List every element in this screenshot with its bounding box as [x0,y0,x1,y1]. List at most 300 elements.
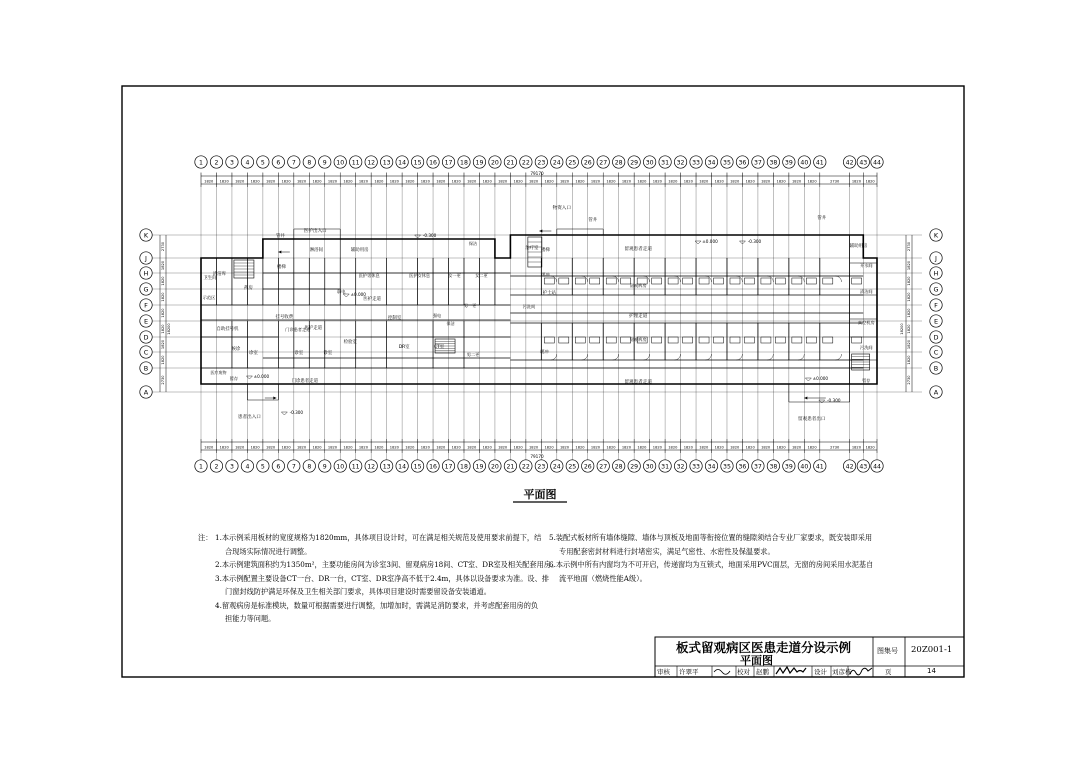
bay-dimension: 1820 [851,445,862,450]
door-swing [613,354,619,360]
room-label: 弱电 [337,289,346,294]
note-line: 3.本示例配置主要设备CT一台、DR一台，CT室、DR室净高不低于2.4m，具体以设备要求为准。设、排 [215,573,549,583]
bay-dimension: 1820 [312,179,322,184]
ward-bathroom [806,337,816,343]
axis-number: 43 [859,159,868,167]
bay-dimension: 1820 [807,179,817,184]
axis-number: 10 [336,463,345,471]
axis-number: 10 [336,159,345,167]
bay-dimension: 1820 [498,179,508,184]
bay-dimension: 1820 [296,179,307,184]
note-line: 5.装配式板材所有墙体缝隙、墙体与顶板及地面等衔接位置的缝隙须结合专业厂家要求，既安装即采用 [549,533,873,542]
note-line: 担能力等问题。 [225,614,276,623]
axis-number: 36 [738,159,747,167]
elevation-label: ±0.000 [253,374,270,379]
axis-number: 23 [537,159,546,167]
elevation-symbol [281,412,287,415]
page-number: 14 [927,667,936,675]
axis-letter: J [145,254,147,263]
axis-letter: C [933,348,939,357]
room-label: 卫生间 [203,276,217,281]
axis-number: 5 [260,463,265,471]
room-label: 污洗间 [522,304,536,309]
plan-caption: 平面图 [523,488,557,501]
room-label: 女一更 [448,273,461,278]
atlas-label: 图集号 [877,647,898,655]
room-label: 示范区 [202,295,216,300]
room-label: 患者出入口 [237,415,261,420]
ward-bathroom [744,278,754,284]
room-label: 医护男休息 [358,273,380,278]
ward-bathroom [714,278,724,284]
room-label: 保洁 [468,241,478,246]
room-label: 候诊 [231,347,241,352]
axis-number: 38 [769,159,778,167]
room-label: 诊室 [294,351,304,356]
bay-dimension: 1820 [374,179,384,184]
room-label: 缓冲 [541,272,550,277]
row-dimension: 1820 [161,292,165,302]
note-line: 1.本示例采用板材的宽度规格为1820mm，具体项目设计时，可在满足相关规范及使用要求前提下，结 [215,533,542,542]
axis-number: 1 [199,159,203,167]
room-label: CT室 [433,345,445,350]
total-dimension-side: 18200 [900,323,904,335]
bay-dimension: 1820 [374,445,384,450]
room-label: 暂存 [862,378,871,383]
room-label: 医疗废物 [210,370,227,375]
elevation-label: ±0.000 [350,292,366,297]
room-label: 诊室 [323,351,333,356]
door-swing [798,276,804,282]
axis-number: 11 [351,463,360,471]
axis-number: 14 [398,463,407,471]
axis-number: 20 [490,463,499,471]
direction-arrow-head [804,397,807,400]
axis-number: 31 [661,463,670,471]
title-line-1: 板式留观病区医患走道分设示例 [676,640,852,655]
bay-dimension: 1820 [467,445,477,450]
room-label: 楼梯 [540,248,550,253]
bay-dimension: 1820 [865,445,875,450]
bay-dimension: 1820 [467,179,477,184]
axis-number: 1 [199,463,203,471]
building-outline [201,235,877,384]
bay-dimension: 1820 [590,179,601,184]
elevation-symbol [805,378,811,381]
notes-right [549,531,873,585]
bay-dimension: 1820 [312,445,322,450]
door-swing [706,354,712,360]
bay-dimension: 1820 [327,179,338,184]
bay-dimension: 1820 [637,445,647,450]
bay-dimension: 1820 [235,179,245,184]
axis-number: 24 [552,159,561,167]
door-swing [736,276,742,282]
axis-letter: E [933,317,939,326]
room-label: 辅助用房 [350,248,369,253]
axis-number: 41 [815,463,824,471]
bay-dimension: 1820 [451,445,461,450]
axis-number: 33 [692,463,700,471]
ward-bathroom [823,278,833,284]
axis-letter: K [933,231,939,240]
axis-number: 37 [753,463,762,471]
bay-dimension: 1820 [420,179,430,184]
elevation-label: -0.300 [747,239,762,244]
bay-dimension: 1820 [575,179,585,184]
axis-number: 3 [229,463,234,471]
room-label: 管井 [588,218,598,223]
door-swing [551,354,557,360]
room-label: 留观病房 [629,337,647,342]
room-label: 护理走道 [628,314,648,319]
review-label: 审核 [657,668,670,676]
axis-number: 4 [245,463,250,471]
axis-number: 32 [676,159,685,167]
note-line: 流平地面（燃烧性能A级）。 [559,573,647,583]
axis-letter: D [143,333,149,342]
door-swing [582,276,588,282]
bay-dimension: 1820 [420,445,430,450]
door-swing [767,276,773,282]
axis-number: 27 [599,463,608,471]
room-label: 楼梯 [276,265,286,270]
bay-dimension: 1820 [699,445,709,450]
axis-number: 9 [322,463,327,471]
bay-dimension: 2730 [830,179,840,184]
axis-number: 11 [351,159,360,167]
room-label: 物资入口 [552,206,572,211]
ward-bathroom [652,337,662,343]
bay-dimension: 1820 [559,179,570,184]
room-label: 留观患者走道 [624,380,652,385]
axis-number: 30 [645,463,654,471]
bay-dimension: 1820 [590,445,601,450]
room-label: DR室 [398,345,410,350]
bay-dimension: 1820 [714,179,724,184]
axis-number: 41 [815,159,824,167]
bay-dimension: 1820 [865,179,875,184]
bay-dimension: 1820 [683,179,693,184]
axis-number: 8 [307,463,312,471]
bay-dimension: 1820 [699,179,709,184]
axis-number: 16 [429,463,437,471]
bay-dimension: 1820 [327,445,338,450]
checker-name: 赵鹏 [756,668,769,676]
bay-dimension: 1820 [405,179,415,184]
axis-number: 34 [707,463,716,471]
ward-bathroom [683,278,693,284]
bay-dimension: 1820 [637,179,647,184]
axis-number: 2 [214,159,219,167]
room-label: 门诊患者走道 [291,379,318,384]
bay-dimension: 1820 [683,445,693,450]
bay-dimension: 1820 [559,445,570,450]
ward-bathroom [575,278,585,284]
bay-dimension: 1820 [250,179,260,184]
bay-dimension: 1820 [851,179,862,184]
bay-dimension: 1820 [529,179,539,184]
room-label: 保洁 [446,321,455,326]
room-label: 淋浴间 [309,248,323,253]
elevation-symbol [343,294,349,297]
bay-dimension: 1820 [792,445,802,450]
axis-number: 7 [291,159,296,167]
bay-dimension: 1820 [761,445,771,450]
bay-dimension: 1820 [281,445,291,450]
axis-number: 8 [307,159,312,167]
bay-dimension: 1820 [436,445,446,450]
axis-number: 12 [367,463,376,471]
direction-arrow-head [278,251,281,254]
axis-number: 2 [214,463,219,471]
axis-number: 35 [723,463,731,471]
bay-dimension: 1820 [343,179,353,184]
axis-number: 19 [475,463,484,471]
row-dimension: 1820 [161,355,165,365]
note-line: 4.留观病房是标准模块，数量可根据需要进行调整，加增加时，需满足消防要求，并考虑配套用房的负 [215,600,539,610]
door-swing [582,354,588,360]
axis-number: 27 [599,159,608,167]
axis-number: 12 [367,159,376,167]
row-dimension: 1820 [161,324,165,334]
axis-number: 33 [692,159,700,167]
ward-bathroom [775,278,785,284]
bay-dimension: 1820 [498,445,508,450]
axis-number: 22 [521,159,530,167]
axis-number: 3 [229,159,234,167]
axis-number: 34 [707,159,716,167]
elevation-label: -0.300 [289,410,304,415]
note-line: 2.本示例建筑面积约为1350m²，主要功能房间为诊室3间、留观病房18间、CT室、DR室及相关配套用房。 [215,560,559,569]
axis-letter: G [933,285,939,294]
ward-bathroom [823,337,833,343]
row-dimension: 1820 [907,308,911,318]
door-swing [644,276,650,282]
row-dimension: 1820 [161,339,165,350]
note-line: 门窗封线防护满足环保及卫生相关部门要求，具体项目建设时需要留设备安装通道。 [225,587,491,596]
axis-number: 40 [800,159,809,167]
total-dimension-bottom: 79170 [530,454,544,459]
axis-number: 22 [521,463,530,471]
bay-dimension: 1820 [621,179,632,184]
ward-bathroom [730,337,740,343]
row-dimension: 2730 [161,241,165,252]
room-label: 控制室 [388,316,402,321]
door-swing [551,276,557,282]
axis-number: 39 [784,159,793,167]
axis-number: 25 [568,463,577,471]
bay-dimension: 1820 [250,445,260,450]
row-dimension: 1820 [907,324,911,334]
row-dimension: 1820 [907,260,911,271]
door-swing [675,354,681,360]
axis-number: 21 [506,159,515,167]
room-label: 留观病房 [629,283,647,288]
axis-number: 30 [645,159,654,167]
notes-left [198,531,559,626]
bay-dimension: 1820 [343,445,353,450]
axis-letter: F [144,301,148,310]
ward-bathroom [699,337,709,343]
axis-number: 37 [753,159,762,167]
ward-bathroom [730,278,740,284]
room-label: 男二更 [466,352,480,357]
axis-number: 15 [413,463,422,471]
ward-bathroom [544,278,554,284]
door-swing [675,276,681,282]
bay-dimension: 1820 [281,179,291,184]
total-dimension-top: 79170 [530,171,544,176]
axis-number: 44 [873,463,881,471]
bay-dimension: 1820 [652,445,662,450]
ward-bathroom [806,278,816,284]
bay-dimension: 1820 [482,179,492,184]
axis-number: 38 [769,463,778,471]
ward-bathroom [544,337,554,343]
ward-bathroom [761,278,771,284]
row-dimension: 1820 [161,308,165,318]
row-dimension: 1820 [161,260,165,271]
designer-name: 刘彦栋 [832,668,852,676]
axis-letter: D [933,333,939,342]
elevation-label: ±0.000 [702,239,718,244]
axis-number: 31 [661,159,670,167]
axis-number: 29 [630,463,639,471]
axis-number: 28 [614,463,623,471]
axis-number: 9 [322,159,327,167]
bay-dimension: 1820 [513,179,523,184]
room-label: 医护出入口 [303,229,327,234]
axis-number: 42 [845,463,854,471]
axis-letter: A [143,388,149,397]
ward-bathroom [761,337,771,343]
bay-dimension: 1820 [544,179,554,184]
bay-dimension: 2730 [830,445,840,450]
room-label: 管井 [275,234,285,239]
room-label: 污洗间 [860,345,873,350]
bay-dimension: 1820 [730,445,740,450]
bay-dimension: 1820 [761,179,771,184]
axis-number: 13 [382,159,391,167]
room-label: 男一更 [463,303,477,308]
axis-number: 32 [676,463,685,471]
axis-letter: G [143,285,149,294]
room-label: 留观患者走道 [624,247,652,252]
room-label: 管井 [817,216,827,221]
bay-dimension: 1820 [745,445,755,450]
page-label: 页 [885,668,892,676]
bay-dimension: 1820 [575,445,585,450]
check-label: 校对 [737,668,750,676]
bay-dimension: 1820 [776,179,786,184]
bay-dimension: 1820 [482,445,492,450]
notes-head: 注： [198,533,213,542]
row-dimension: 1820 [161,276,165,286]
axis-number: 36 [738,463,747,471]
axis-letter: C [143,348,149,357]
ward-bathroom [714,337,724,343]
bay-dimension: 1820 [668,445,678,450]
ward-bathroom [668,337,678,343]
atlas-number: 20Z001-1 [911,645,953,655]
row-dimension: 1820 [907,276,911,286]
axis-number: 43 [859,463,868,471]
room-label: 护士站 [542,291,556,296]
bay-dimension: 1820 [668,179,678,184]
room-label: 门诊患者走道 [285,327,311,332]
door-swing [613,276,619,282]
axis-number: 5 [260,159,265,167]
axis-number: 35 [723,159,731,167]
room-label: 清洁间 [860,289,873,294]
elevation-label: ±0.000 [812,376,829,381]
room-label: 缓冲 [540,349,549,354]
room-label: 强电 [432,313,442,318]
axis-number: 6 [276,159,281,167]
bay-dimension: 1820 [358,179,369,184]
axis-letter: B [933,364,939,373]
axis-number: 14 [398,159,407,167]
ward-bathroom [852,278,862,284]
door-swing [644,354,650,360]
room-label: 清洁库 [212,272,227,277]
axis-letter: K [143,231,149,240]
row-dimension: 2730 [907,375,911,385]
bay-dimension: 1820 [621,445,632,450]
bay-dimension: 1820 [219,179,229,184]
bay-dimension: 1820 [296,445,307,450]
row-dimension: 1820 [907,292,911,302]
elevation-label: -0.300 [827,398,841,403]
bay-dimension: 1820 [606,445,616,450]
door-swing [836,354,842,360]
note-line: 合现场实际情况进行调整。 [225,546,312,556]
bay-dimension: 1820 [730,179,740,184]
axis-number: 40 [800,463,809,471]
door-swing [767,354,773,360]
room-label: 女二更 [475,273,488,278]
bay-dimension: 1820 [405,445,415,450]
bay-dimension: 1820 [358,445,369,450]
ward-bathroom [590,278,600,284]
axis-number: 24 [552,463,561,471]
room-label: 暂存 [229,376,239,381]
axis-number: 39 [784,463,793,471]
axis-number: 29 [630,159,639,167]
bay-dimension: 1820 [544,445,554,450]
room-label: 医护走道 [363,297,381,302]
ward-bathroom [683,337,693,343]
room-label: 医护女休息 [409,273,431,278]
bay-dimension: 1820 [807,445,817,450]
axis-number: 23 [537,463,546,471]
axis-number: 28 [614,159,623,167]
design-label: 设计 [814,668,827,676]
axis-number: 17 [444,159,453,167]
bay-dimension: 1820 [714,445,724,450]
bay-dimension: 1820 [529,445,539,450]
axis-number: 15 [413,159,422,167]
ward-bathroom [606,278,616,284]
room-label: 开水间 [860,263,873,268]
ward-bathroom [699,278,709,284]
axis-letter: E [143,317,149,326]
floor-plan [140,156,942,472]
row-dimension: 2730 [907,241,911,252]
ward-bathroom [559,337,569,343]
bay-dimension: 1820 [776,445,786,450]
